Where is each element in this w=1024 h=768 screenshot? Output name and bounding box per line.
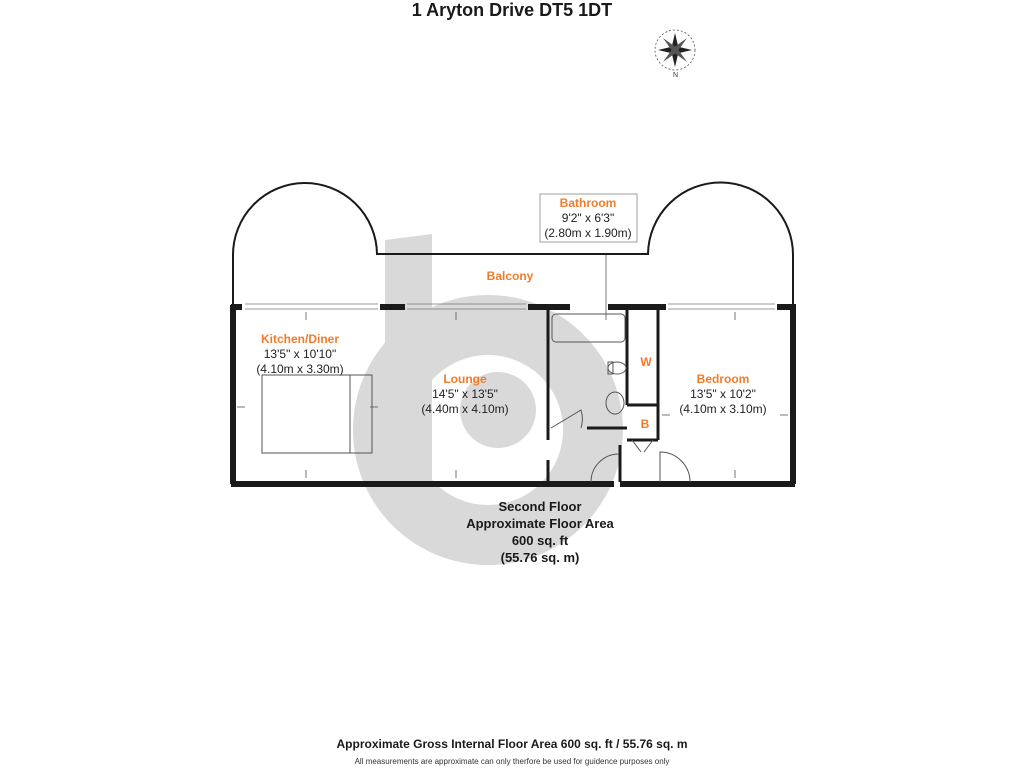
disclaimer: All measurements are approximate can only therfore be used for guidence purposes only	[354, 757, 670, 766]
balcony-outline	[233, 182, 793, 305]
bedroom-name: Bedroom	[696, 372, 750, 386]
floor-name: Second Floor	[498, 499, 582, 514]
bathroom-metric: (2.80m x 1.90m)	[544, 226, 632, 240]
balcony-name: Balcony	[486, 269, 534, 283]
compass-icon	[655, 30, 695, 79]
floor-area-sqm: (55.76 sq. m)	[500, 550, 580, 565]
page-title: 1 Aryton Drive DT5 1DT	[411, 0, 613, 20]
lounge-imperial: 14'5" x 13'5"	[432, 387, 498, 401]
lounge-name: Lounge	[443, 372, 487, 386]
lounge-metric: (4.40m x 4.10m)	[421, 402, 509, 416]
bedroom-imperial: 13'5" x 10'2"	[690, 387, 756, 401]
kitchen-name: Kitchen/Diner	[260, 332, 340, 346]
floor-area-label: Approximate Floor Area	[466, 516, 614, 531]
kitchen-metric: (4.10m x 3.30m)	[256, 362, 344, 376]
bathroom-imperial: 9'2" x 6'3"	[561, 211, 615, 225]
kitchen-imperial: 13'5" x 10'10"	[263, 347, 337, 361]
wardrobe-label: W	[640, 355, 652, 369]
compass-north-label: N	[673, 72, 679, 79]
gross-floor-area: Approximate Gross Internal Floor Area 600 sq. ft / 55.76 sq. m	[336, 737, 688, 751]
bedroom-metric: (4.10m x 3.10m)	[679, 402, 767, 416]
toilet-icon	[608, 362, 626, 374]
bathroom-name: Bathroom	[559, 196, 617, 210]
boiler-label: B	[640, 417, 650, 431]
floor-area-sqft: 600 sq. ft	[511, 533, 569, 548]
